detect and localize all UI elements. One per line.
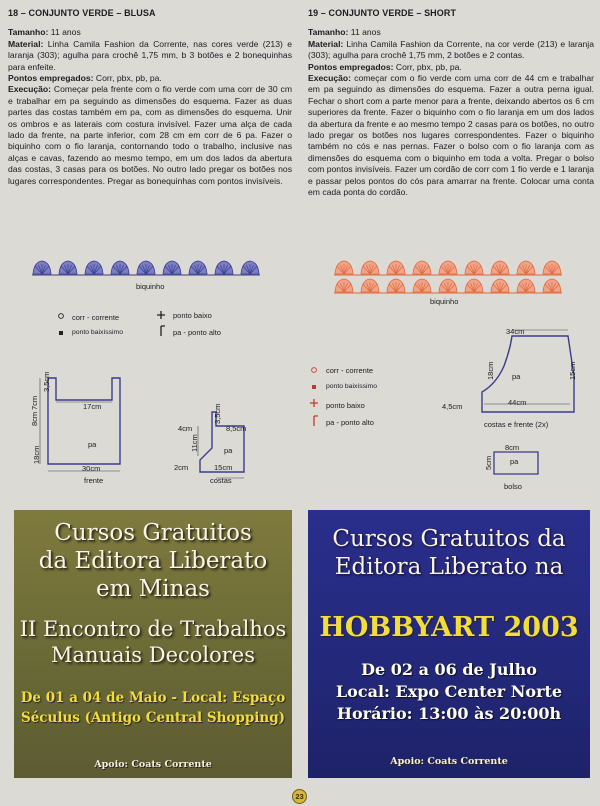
- frente-dim-7: 7cm: [30, 395, 39, 410]
- stitches-label: Pontos empregados:: [308, 61, 394, 72]
- article-title: 19 – CONJUNTO VERDE – SHORT: [308, 8, 457, 18]
- bolso-label: bolso: [504, 482, 522, 491]
- article-blusa: [8, 8, 292, 187]
- frente-outline: [48, 378, 120, 464]
- frente-dim-30: 30cm: [82, 464, 101, 473]
- banner-apoio: Apoio: Coats Corrente: [94, 759, 212, 770]
- frente-dim-35: 3,5cm: [42, 371, 51, 392]
- size-value: 11 anos: [48, 27, 81, 38]
- short-dim-45: 4,5cm: [442, 402, 463, 411]
- corr-symbol-icon: [59, 314, 64, 319]
- legend-pbx: ponto baixíssimo: [72, 329, 124, 336]
- frente-dim-17: 17cm: [83, 402, 102, 411]
- pa-symbol-icon: [314, 416, 318, 426]
- costas-label: costas: [210, 476, 232, 485]
- short-dim-34: 34cm: [506, 327, 525, 336]
- costas-pa: pa: [224, 446, 233, 455]
- bolso-dim-8: 8cm: [505, 443, 520, 452]
- pa-symbol-icon: [161, 326, 165, 336]
- banner-line: Manuais Decolores: [50, 643, 256, 667]
- size-value: 11 anos: [348, 27, 381, 38]
- article-body: [8, 27, 292, 187]
- pb-symbol-icon: [157, 311, 165, 319]
- banner-line: da Editora Liberato: [38, 548, 268, 574]
- costas-dim-35: 3,5cm: [213, 403, 222, 424]
- material-text: Linha Camila Fashion da Corrente, na cor verde (213) e laranja (303); agulha para crochê 1,75 mm, 2 botões e 2 contas.: [308, 38, 594, 61]
- stitches-label: Pontos empregados:: [8, 73, 94, 84]
- frente-dim-18: 18cm: [32, 445, 41, 464]
- banner-place: Local: Expo Center Norte: [335, 682, 563, 701]
- biquinho-label: biquinho: [136, 282, 165, 291]
- material-text: Linha Camila Fashion da Corrente, nas cores verde (213) e laranja (303); agulha para crochê 1,75 mm, b 3 botões e 2 bonequinhas para enfeite.: [8, 38, 292, 72]
- costas-dim-11: 11cm: [190, 434, 199, 452]
- legend-corr: corr - corrente: [326, 366, 374, 375]
- banner-hours: Horário: 13:00 às 20:00h: [336, 704, 562, 723]
- banner-date: De 02 a 06 de Julho: [361, 660, 537, 679]
- bolso-pa: pa: [510, 457, 519, 466]
- size-label: Tamanho:: [308, 27, 349, 38]
- legend-pa: pa - ponto alto: [173, 328, 221, 337]
- size-label: Tamanho:: [8, 27, 49, 38]
- legend-pa: pa - ponto alto: [326, 418, 374, 427]
- legend-pbx: ponto baixíssimo: [326, 383, 378, 390]
- execution-label: Execução:: [308, 73, 351, 84]
- page-number: 23: [292, 789, 307, 804]
- banner-place: Séculus (Antigo Central Shopping): [20, 710, 286, 726]
- frente-dim-8: 8cm: [30, 411, 39, 426]
- banner-date: De 01 a 04 de Maio - Local: Espaço: [20, 690, 286, 706]
- costas-dim-85: 8,5cm: [226, 424, 247, 433]
- pbx-symbol-icon: [312, 385, 316, 389]
- short-label: costas e frente (2x): [484, 420, 549, 429]
- banner-hobbyart: [308, 510, 590, 778]
- corr-symbol-icon: [312, 368, 317, 373]
- legend-corr: corr - corrente: [72, 313, 120, 322]
- material-label: Material:: [308, 38, 344, 49]
- execution-text: Começar pela frente com o fio verde com uma corr de 30 cm e trabalhar em pa seguindo as dimensões do esquema. Fazer as duas partes das costas também em pa, com as dimensões do esquema. Unir os ombros e as laterais com costura invisível. Fazer uma alça de cada lado da frente, na parte inferior, com 28 cm em corr de 6 pa. Fazer o biquinho com o fio laranja, contornando todo o trabalho, inclusive nas alças e cavas, fazendo ao mesmo tempo, em um dos lados da abertura das costas, 3 casas para os botões. No outro lado pregar os botões nos lugares correspondentes. Pregar as bonequinhas com pontos invisíveis.: [8, 84, 292, 186]
- short-dim-15: 15cm: [568, 361, 577, 380]
- pbx-symbol-icon: [59, 331, 63, 335]
- material-label: Material:: [8, 38, 44, 49]
- banner-event: HOBBYART 2003: [319, 612, 579, 643]
- article-body: [308, 27, 594, 198]
- stitches-text: Corr, pbx, pb, pa.: [393, 61, 462, 72]
- biquinho-edging-right: [330, 258, 574, 298]
- biquinho-edging-left: [28, 256, 268, 282]
- legend-pb: ponto baixo: [326, 401, 365, 410]
- article-short: [308, 8, 594, 199]
- short-dim-18: 18cm: [486, 361, 495, 380]
- short-outline: [482, 336, 574, 412]
- legend-symbols-right: [309, 366, 321, 432]
- article-title: 18 – CONJUNTO VERDE – BLUSA: [8, 8, 156, 18]
- banner-line: Cursos Gratuitos: [54, 520, 252, 546]
- biquinho-label: biquinho: [430, 297, 459, 306]
- costas-dim-2: 2cm: [174, 463, 189, 472]
- costas-dim-4: 4cm: [178, 424, 193, 433]
- banner-line: II Encontro de Trabalhos: [19, 617, 287, 641]
- stitches-text: Corr, pbx, pb, pa.: [93, 73, 162, 84]
- frente-label: frente: [84, 476, 104, 485]
- banner-minas: [14, 510, 292, 778]
- execution-label: Execução:: [8, 84, 51, 95]
- frente-pa: pa: [88, 440, 97, 449]
- banner-line: Editora Liberato na: [334, 554, 564, 580]
- short-dim-44: 44cm: [508, 398, 527, 407]
- pb-symbol-icon: [310, 399, 318, 407]
- costas-dim-15: 15cm: [214, 463, 233, 472]
- banner-line: Cursos Gratuitos da: [332, 526, 566, 552]
- short-pa: pa: [512, 372, 521, 381]
- banner-line: em Minas: [96, 576, 210, 602]
- banner-apoio: Apoio: Coats Corrente: [390, 756, 508, 767]
- bolso-dim-5: 5cm: [484, 455, 493, 470]
- legend-pb: ponto baixo: [173, 311, 212, 320]
- execution-text: começar com o fio verde com uma corr de 44 cm e trabalhar em pa seguindo as dimensões do esquema. Fazer a outra perna igual. Fechar o short com a parte menor para a frente, deixando abertos os 6 cm superiores da frente. Fazer o biquinho com o fio laranja em um dos lados da abertura da frente e ao mesmo tempo 2 casas para os botões, no outro lado pregar os botões nos lugares correspondentes. Fazer o biquinho também no cós e nas pernas. Fazer o bolso com o fio laranja com as dimensões do esquema com o biquinho em toda a volta. Pregar o bolso com pontos invisíveis. Fazer um cordão de corr com 1 fio verde e 1 laranja e passar pelos pontos do cós para amarrar na frente. Colocar uma conta em cada ponta do cordão.: [308, 73, 594, 198]
